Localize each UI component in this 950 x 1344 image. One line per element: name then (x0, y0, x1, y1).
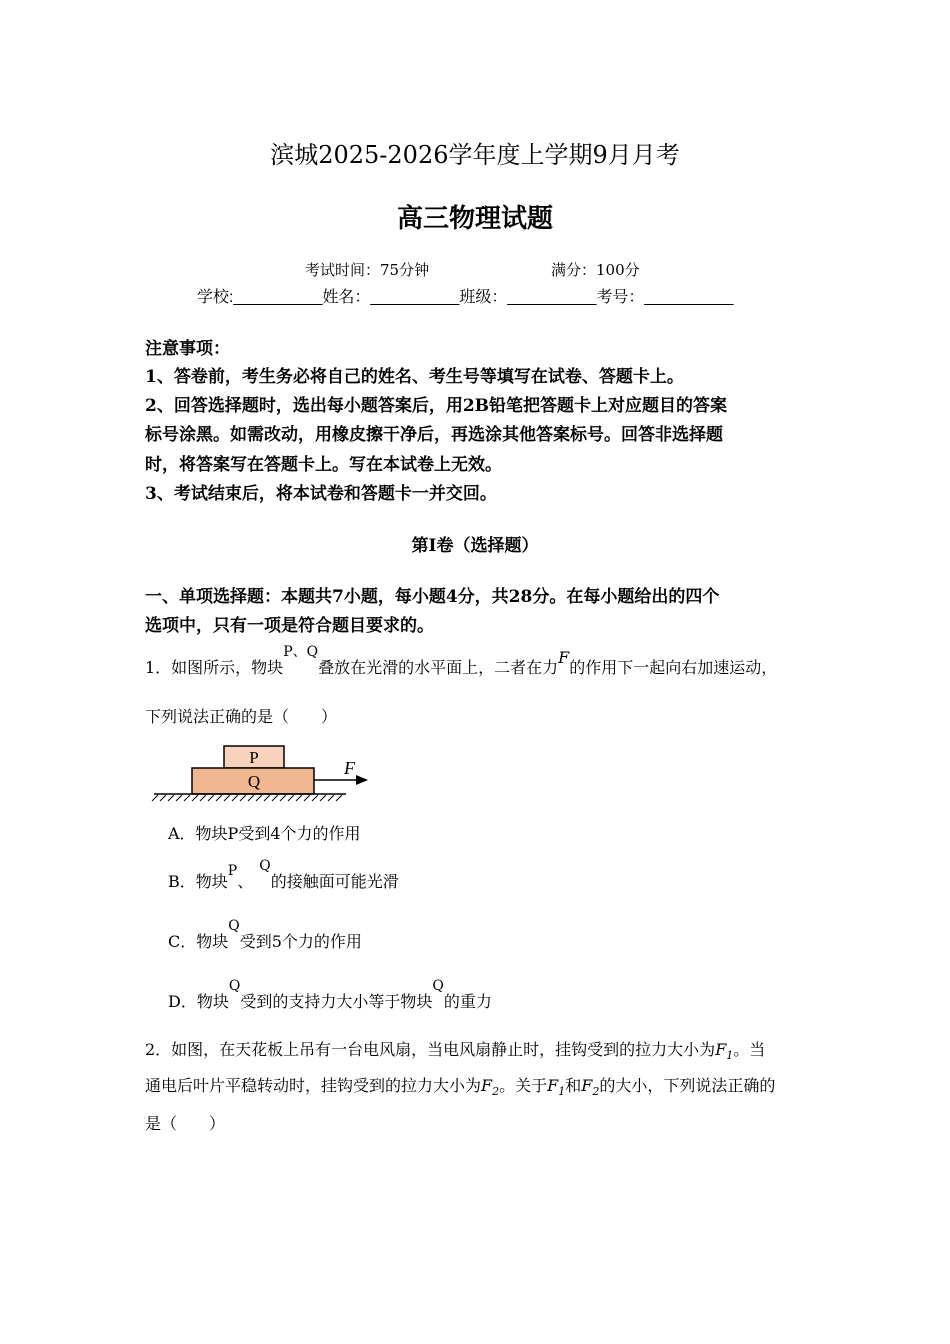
q2-text: 的大小，下列说法正确的 (599, 1076, 776, 1095)
option-d-text: D．物块 (168, 992, 229, 1011)
notice-line: 2、回答选择题时，选出每小题答案后，用2B铅笔把答题卡上对应题目的答案 (145, 396, 728, 416)
exam-title: 滨城2025-2026学年度上学期9月月考 (270, 141, 680, 169)
force-arrow-head (356, 775, 368, 785)
block-q-label: Q (247, 772, 261, 791)
notice-line: 标号涂黑。如需改动，用橡皮擦干净后，再选涂其他答案标号。回答非选择题 (145, 425, 723, 445)
notice-line: 1、答卷前，考生务必将自己的姓名、考生号等填写在试卷、答题卡上。 (145, 367, 684, 387)
exam-time: 考试时间：75分钟 (305, 261, 430, 279)
option-b-text: 、 (237, 872, 254, 891)
q2-f2-sub: 2 (492, 1085, 500, 1099)
q1-text: 1．如图所示，物块 (145, 658, 284, 677)
option-b-text: B．物块 (168, 872, 228, 891)
full-score: 满分：100分 (551, 261, 640, 279)
question-2-line1 (145, 1037, 765, 1062)
option-b-text: 的接触面可能光滑 (270, 872, 399, 891)
block-figure (150, 740, 390, 806)
force-label: F (344, 758, 355, 778)
q2-f1: F (547, 1076, 559, 1095)
option-b-p: P (227, 863, 238, 879)
option-d (168, 978, 492, 1012)
section-title: 第Ⅰ卷（选择题） (411, 536, 539, 556)
q2-text: 和 (565, 1076, 582, 1095)
q2-text: 通电后叶片平稳转动时，挂钩受到的拉力大小为 (145, 1076, 482, 1095)
option-c-text: 受到5个力的作用 (239, 932, 362, 951)
option-a: A．物块P受到4个力的作用 (168, 824, 361, 843)
q2-f1: F (715, 1040, 727, 1059)
q2-f2: F (481, 1076, 493, 1095)
question-2-line2 (145, 1073, 775, 1098)
option-d-q: Q (228, 978, 241, 994)
q1-text: 的作用下一起向右加速运动， (569, 658, 778, 677)
student-info-fields: 学校:__________姓名：__________班级：__________考号：__________ (197, 289, 734, 306)
q1-f-label: F (558, 648, 570, 667)
option-b (168, 858, 399, 892)
question-1-line2: 下列说法正确的是（ ） (145, 707, 338, 726)
part-instructions: 一、单项选择题：本题共7小题，每小题4分，共28分。在每小题给出的四个 (145, 587, 720, 607)
option-d-text: 的重力 (443, 992, 492, 1011)
option-d-q: Q (432, 978, 444, 994)
q2-text: 。关于 (499, 1076, 548, 1095)
notice-line: 时，将答案写在答题卡上。写在本试卷上无效。 (145, 455, 502, 475)
q1-text: 叠放在光滑的水平面上，二者在力 (318, 658, 559, 677)
q2-f2: F (581, 1076, 593, 1095)
block-p-label: P (249, 748, 259, 767)
part-instructions: 选项中，只有一项是符合题目要求的。 (145, 616, 434, 636)
q2-f2-sub: 2 (592, 1085, 600, 1099)
q2-f1-sub: 1 (726, 1049, 734, 1063)
exam-subtitle: 高三物理试题 (396, 204, 553, 234)
q1-pq-label: P、Q (283, 644, 319, 660)
ground-hatching (152, 795, 342, 801)
option-c-q: Q (228, 918, 240, 934)
q2-f1-sub: 1 (558, 1085, 566, 1099)
question-1-stem (145, 644, 778, 678)
notice-line: 3、考试结束后，将本试卷和答题卡一并交回。 (145, 484, 497, 504)
option-b-q: Q (259, 858, 271, 874)
option-c-text: C．物块 (168, 932, 229, 951)
option-d-text: 受到的支持力大小等于物块 (240, 992, 433, 1011)
option-c (168, 918, 362, 952)
q2-text: 2．如图，在天花板上吊有一台电风扇，当电风扇静止时，挂钩受到的拉力大小为 (145, 1040, 716, 1059)
question-2-line3: 是（ ） (145, 1114, 226, 1133)
q2-text: 。当 (733, 1040, 766, 1059)
notice-heading: 注意事项： (145, 339, 230, 359)
